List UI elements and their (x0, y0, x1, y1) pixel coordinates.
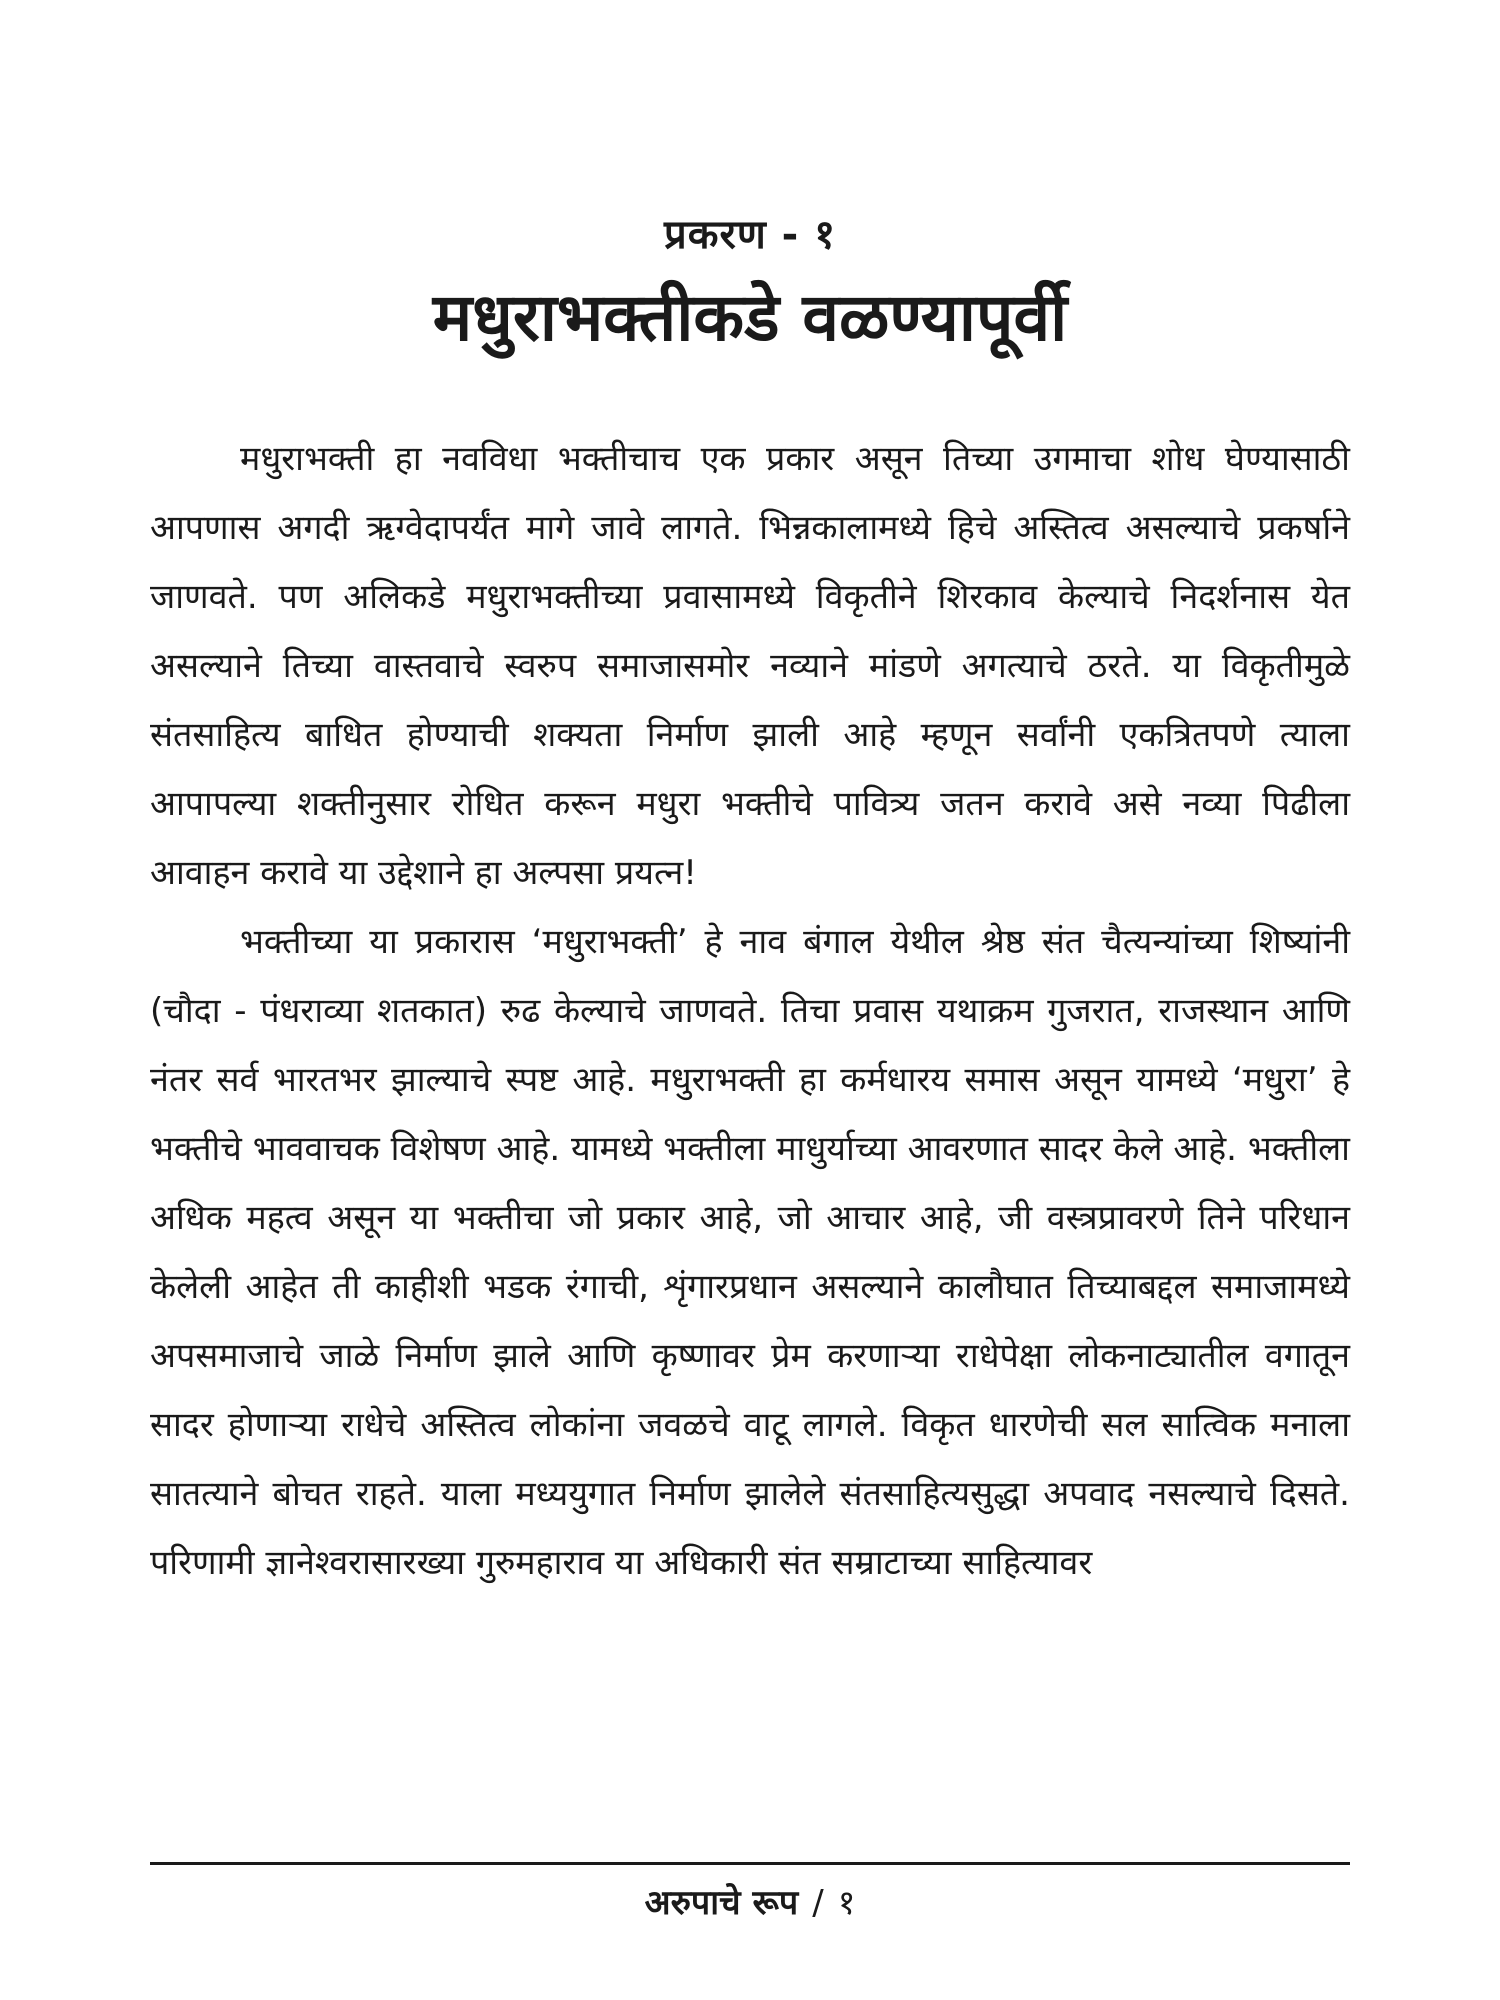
body-text (150, 425, 1350, 1598)
footer-divider (150, 1862, 1350, 1865)
footer-book-title: अरुपाचे रूप (644, 1883, 799, 1923)
chapter-title: मधुराभक्तीकडे वळण्यापूर्वी (432, 279, 1068, 356)
footer-page-number: १ (837, 1883, 856, 1923)
page-footer (0, 1878, 1500, 1924)
paragraph-2: भक्तीच्या या प्रकारास ‘मधुराभक्ती’ हे नाव बंगाल येथील श्रेष्ठ संत चैत्यन्यांच्या शिष्यांनी (चौदा - पंधराव्या शतकात) रुढ केल्याचे जाणवते. तिचा प्रवास यथाक्रम गुजरात, राजस्थान आणि नंतर सर्व भारतभर झाल्याचे स्पष्ट आहे. मधुराभक्ती हा कर्मधारय समास असून यामध्ये ‘मधुरा’ हे भक्तीचे भाववाचक विशेषण आहे. यामध्ये भक्तीला माधुर्याच्या आवरणात सादर केले आहे. भक्तीला अधिक महत्व असून या भक्तीचा जो प्रकार आहे, जो आचार आहे, जी वस्त्रप्रावरणे तिने परिधान केलेली आहेत ती काहीशी भडक रंगाची, शृंगारप्रधान असल्याने कालौघात तिच्याबद्दल समाजामध्ये अपसमाजाचे जाळे निर्माण झाले आणि कृष्णावर प्रेम करणाऱ्या राधेपेक्षा लोकनाट्यातील वगातून सादर होणाऱ्या राधेचे अस्तित्व लोकांना जवळचे वाटू लागले. विकृत धारणेची सल सात्विक मनाला सातत्याने बोचत राहते. याला मध्ययुगात निर्माण झालेले संतसाहित्यसुद्धा अपवाद नसल्याचे दिसते. परिणामी ज्ञानेश्वरासारख्या गुरुमहाराव या अधिकारी संत सम्राटाच्या साहित्यावर (150, 922, 1350, 1583)
chapter-label: प्रकरण - १ (663, 212, 836, 258)
footer-separator: / (812, 1883, 824, 1923)
paragraph-1: मधुराभक्ती हा नवविधा भक्तीचाच एक प्रकार असून तिच्या उगमाचा शोध घेण्यासाठी आपणास अगदी ऋग्वेदापर्यंत मागे जावे लागते. भिन्नकालामध्ये हिचे अस्तित्व असल्याचे प्रकर्षाने जाणवते. पण अलिकडे मधुराभक्तीच्या प्रवासामध्ये विकृतीने शिरकाव केल्याचे निदर्शनास येत असल्याने तिच्या वास्तवाचे स्वरुप समाजासमोर नव्याने मांडणे अगत्याचे ठरते. या विकृतीमुळे संतसाहित्य बाधित होण्याची शक्यता निर्माण झाली आहे म्हणून सर्वांनी एकत्रितपणे त्याला आपापल्या शक्तीनुसार रोधित करून मधुरा भक्तीचे पावित्र्य जतन करावे असे नव्या पिढीला आवाहन करावे या उद्देशाने हा अल्पसा प्रयत्न! (150, 439, 1350, 893)
